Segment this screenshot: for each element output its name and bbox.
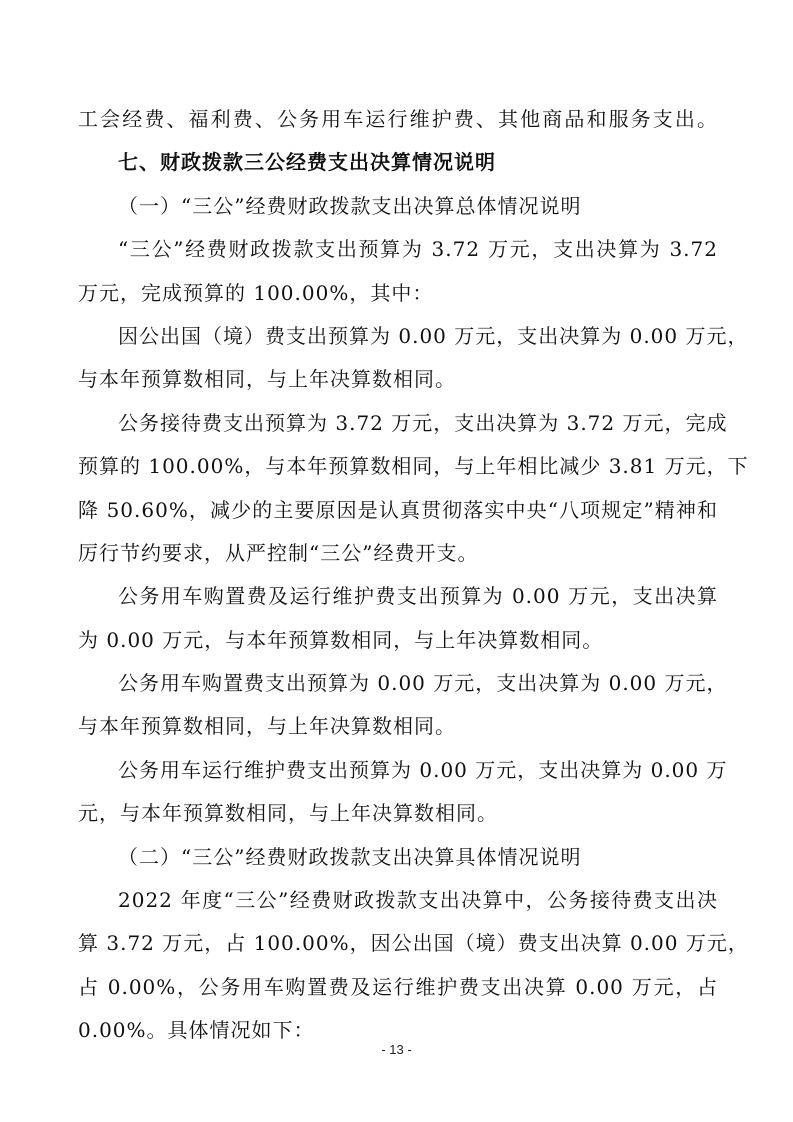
paragraph-line: 公务用车购置费及运行维护费支出预算为 0.00 万元，支出决算 [118, 584, 718, 609]
paragraph-line: 因公出国（境）费支出预算为 0.00 万元，支出决算为 0.00 万元， [118, 323, 749, 348]
subsection-heading: （一）“三公”经费财政拨款支出决算总体情况说明 [118, 193, 582, 218]
paragraph-line: 元，与本年预算数相同，与上年决算数相同。 [78, 801, 498, 826]
subsection-heading: （二）“三公”经费财政拨款支出决算具体情况说明 [118, 844, 582, 869]
paragraph-line: 公务用车购置费支出预算为 0.00 万元，支出决算为 0.00 万元， [118, 671, 728, 696]
paragraph-continuation-line: 工会经费、福利费、公务用车运行维护费、其他商品和服务支出。 [78, 107, 718, 131]
paragraph-line: 公务用车运行维护费支出预算为 0.00 万元，支出决算为 0.00 万 [118, 757, 728, 782]
section-heading: 七、财政拨款三公经费支出决算情况说明 [118, 150, 496, 175]
paragraph-line: 万元，完成预算的 100.00%，其中： [78, 280, 434, 305]
paragraph-line: 公务接待费支出预算为 3.72 万元，支出决算为 3.72 万元，完成 [118, 410, 728, 435]
paragraph-line: 与本年预算数相同，与上年决算数相同。 [78, 714, 456, 739]
paragraph-line: 与本年预算数相同，与上年决算数相同。 [78, 367, 456, 392]
page-number: - 13 - [381, 1042, 412, 1057]
paragraph-line: 降 50.60%，减少的主要原因是认真贯彻落实中央“八项规定”精神和 [78, 497, 718, 522]
document-body [78, 98, 749, 1053]
paragraph-line: “三公”经费财政拨款支出预算为 3.72 万元，支出决算为 3.72 [118, 237, 718, 262]
paragraph-line: 2022 年度“三公”经费财政拨款支出决算中，公务接待费支出决 [118, 888, 718, 913]
paragraph-line: 厉行节约要求，从严控制“三公”经费开支。 [78, 540, 479, 565]
paragraph-line: 为 0.00 万元，与本年预算数相同，与上年决算数相同。 [78, 627, 604, 652]
paragraph-line: 占 0.00%，公务用车购置费及运行维护费支出决算 0.00 万元，占 [78, 974, 718, 999]
paragraph-line: 0.00%。具体情况如下： [78, 1018, 315, 1043]
paragraph-line: 算 3.72 万元，占 100.00%，因公出国（境）费支出决算 0.00 万元， [78, 931, 749, 956]
paragraph-line: 预算的 100.00%，与本年预算数相同，与上年相比减少 3.81 万元，下 [78, 454, 749, 479]
